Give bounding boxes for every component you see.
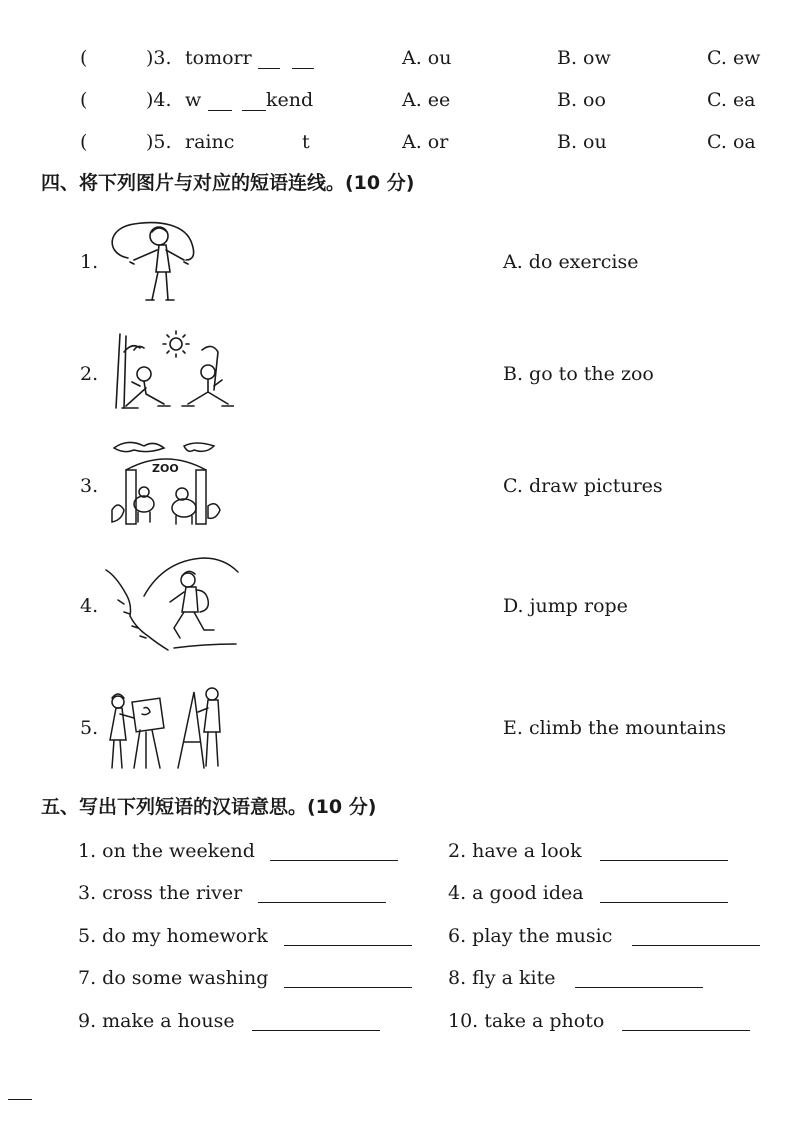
word-prefix-5: rainc <box>185 131 235 153</box>
match-phrase-b[interactable]: B. go to the zoo <box>503 363 654 385</box>
option-c-5: C. oa <box>707 131 756 153</box>
jump-rope-picture-icon[interactable] <box>104 214 204 306</box>
phrase-item-1 <box>78 840 255 862</box>
translation-blank-5[interactable] <box>284 927 412 950</box>
phrase-item-10 <box>448 1010 604 1032</box>
question-number-5: )5. <box>146 131 172 153</box>
phrase-item-8 <box>448 967 555 989</box>
translation-blank-9[interactable] <box>252 1012 380 1035</box>
translation-blank-7[interactable] <box>284 969 412 992</box>
option-c-3: C. ew <box>707 47 761 69</box>
match-number-1: 1. <box>80 251 99 273</box>
phrase-text-7: 7. do some washing <box>78 967 269 989</box>
phrase-item-5 <box>78 925 268 947</box>
question-number-3: )3. <box>146 47 172 69</box>
option-a-4: A. ee <box>402 89 451 111</box>
phrase-text-5: 5. do my homework <box>78 925 268 947</box>
phrase-text-3: 3. cross the river <box>78 882 243 904</box>
word-suffix-5: t <box>302 131 310 153</box>
phrase-text-8: 8. fly a kite <box>448 967 556 989</box>
answer-blank-4b[interactable] <box>242 92 266 115</box>
phrase-text-2: 2. have a look <box>448 840 582 862</box>
translation-blank-8[interactable] <box>575 969 703 992</box>
phrase-text-9: 9. make a house <box>78 1010 235 1032</box>
word-suffix-4: kend <box>266 89 314 111</box>
climb-mountain-picture-icon[interactable] <box>104 556 240 656</box>
option-b-4: B. oo <box>557 89 606 111</box>
option-c-4: C. ea <box>707 89 756 111</box>
section4-heading: 四、将下列图片与对应的短语连线。(10 分) <box>41 172 415 194</box>
paren-open-4: ( <box>80 89 88 111</box>
phrase-item-4 <box>448 882 584 904</box>
match-number-5: 5. <box>80 717 99 739</box>
word-prefix-3: tomorr <box>185 47 252 69</box>
exercise-picture-icon[interactable] <box>104 330 234 414</box>
paren-open-3: ( <box>80 47 88 69</box>
phrase-text-6: 6. play the music <box>448 925 613 947</box>
phrase-text-1: 1. on the weekend <box>78 840 255 862</box>
match-number-3: 3. <box>80 475 99 497</box>
translation-blank-10[interactable] <box>622 1012 750 1035</box>
match-phrase-d[interactable]: D. jump rope <box>503 595 628 617</box>
translation-blank-6[interactable] <box>632 927 760 950</box>
zoo-picture-icon[interactable] <box>104 440 222 530</box>
answer-blank-5[interactable] <box>244 134 298 157</box>
translation-blank-2[interactable] <box>600 842 728 865</box>
match-phrase-a[interactable]: A. do exercise <box>503 251 639 273</box>
option-b-5: B. ou <box>557 131 607 153</box>
phrase-item-2 <box>448 840 582 862</box>
paren-open-5: ( <box>80 131 88 153</box>
match-number-2: 2. <box>80 363 99 385</box>
phrase-item-9 <box>78 1010 235 1032</box>
draw-pictures-picture-icon[interactable] <box>104 682 230 772</box>
word-prefix-4: w <box>185 89 202 111</box>
translation-blank-3[interactable] <box>258 884 386 907</box>
phrase-text-4: 4. a good idea <box>448 882 584 904</box>
answer-blank-3b[interactable] <box>292 50 314 73</box>
section5-heading: 五、写出下列短语的汉语意思。(10 分) <box>41 796 377 818</box>
phrase-item-6 <box>448 925 612 947</box>
option-a-3: A. ou <box>402 47 452 69</box>
option-b-3: B. ow <box>557 47 611 69</box>
phrase-item-7 <box>78 967 268 989</box>
zoo-sign: ZOO <box>152 462 179 475</box>
translation-blank-4[interactable] <box>600 884 728 907</box>
answer-blank-4a[interactable] <box>208 92 232 115</box>
translation-blank-1[interactable] <box>270 842 398 865</box>
match-phrase-c[interactable]: C. draw pictures <box>503 475 663 497</box>
phrase-item-3 <box>78 882 242 904</box>
phrase-text-10: 10. take a photo <box>448 1010 605 1032</box>
option-a-5: A. or <box>402 131 449 153</box>
page-edge-divider <box>8 1099 32 1100</box>
match-number-4: 4. <box>80 595 99 617</box>
question-number-4: )4. <box>146 89 172 111</box>
match-phrase-e[interactable]: E. climb the mountains <box>503 717 727 739</box>
answer-blank-3a[interactable] <box>258 50 280 73</box>
